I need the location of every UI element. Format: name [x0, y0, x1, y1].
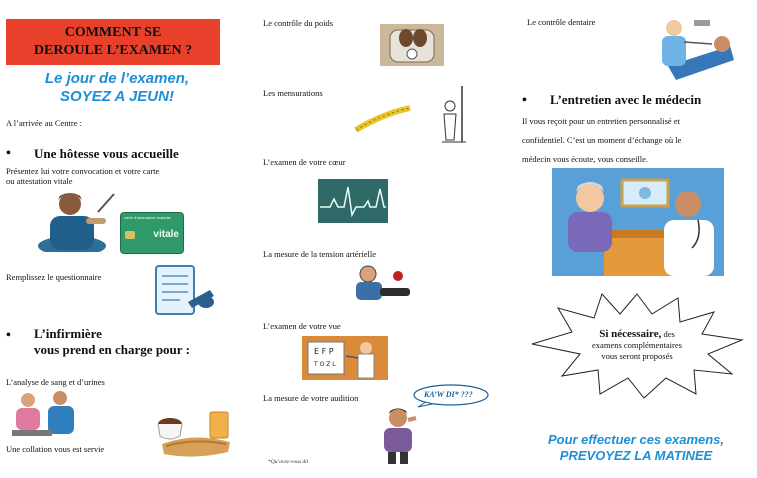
card-header: carte d’assurance maladie: [124, 215, 171, 220]
host-text-line-1: Présentez lui votre convocation et votre carte: [6, 166, 160, 176]
hostess-illustration: [36, 188, 118, 252]
footer-line-1: Pour effectuer ces examens,: [547, 432, 725, 447]
bullet-dot: •: [6, 146, 11, 161]
hearing-illustration: [376, 406, 420, 464]
questionnaire-text: Remplissez le questionnaire: [6, 272, 102, 282]
doctor-text: [522, 112, 681, 169]
starburst-line-1: [552, 329, 722, 340]
subtitle: [6, 70, 228, 106]
host-heading: Une hôtesse vous accueille: [34, 146, 179, 161]
bullet-dot: •: [522, 93, 527, 108]
dental-illustration: [648, 16, 738, 84]
svg-text:T O Z L: T O Z L: [314, 361, 336, 368]
subtitle-line-2: SOYEZ A JEUN!: [60, 88, 174, 105]
subtitle-line-1: Le jour de l’examen,: [44, 70, 190, 87]
ecg-illustration: [318, 179, 388, 223]
doctor-text-line-3: médecin vous écoute, vous conseille.: [522, 154, 649, 164]
footer-note: [516, 432, 756, 464]
speech-bubble-text: KA’W DI* ???: [424, 390, 473, 399]
starburst-line-2: examens complémentaires: [592, 340, 682, 350]
card-label: vitale: [153, 229, 179, 240]
footer-line-2: PREVOYEZ LA MATINEE: [559, 448, 713, 463]
scale-illustration: [380, 24, 444, 66]
doctor-text-line-1: Il vous reçoit pour un entretien personnalisé et: [522, 116, 680, 126]
nurse-patient-illustration: [10, 390, 82, 440]
vision-illustration: [302, 336, 388, 380]
title-box: [6, 19, 220, 65]
host-text: [6, 166, 159, 186]
starburst-bold: Si nécessaire,: [599, 328, 662, 340]
nurse-heading: [34, 326, 190, 358]
tension-illustration: [350, 262, 414, 304]
height-gauge-illustration: [436, 84, 470, 144]
weight-text: Le contrôle du poids: [263, 18, 334, 28]
svg-text:E F P: E F P: [314, 347, 334, 356]
starburst-rest: des: [661, 329, 675, 339]
doctor-heading: L’entretien avec le médecin: [550, 92, 702, 107]
arrival-text: A l’arrivée au Centre :: [6, 118, 82, 128]
footnote: *Qu’avez-vous dit: [268, 459, 309, 465]
tension-text: La mesure de la tension artérielle: [263, 249, 377, 259]
doctor-text-line-2: confidentiel. C’est un moment d’échange où le: [522, 135, 682, 145]
heart-text: L’examen de votre cœur: [263, 157, 346, 167]
snack-illustration: [150, 408, 240, 460]
questionnaire-illustration: [148, 262, 218, 322]
analysis-text: L’analyse de sang et d’urines: [6, 377, 105, 387]
tape-measure-illustration: [352, 104, 414, 136]
hearing-text: La mesure de votre audition: [263, 393, 359, 403]
title-line-2: DEROULE L’EXAMEN ?: [33, 43, 193, 58]
starburst-text: [552, 329, 722, 362]
measurements-text: Les mensurations: [263, 88, 323, 98]
vision-text: L’examen de votre vue: [263, 321, 341, 331]
snack-text: Une collation vous est servie: [6, 444, 105, 454]
consultation-illustration: [552, 168, 724, 276]
host-text-line-2: ou attestation vitale: [6, 176, 73, 186]
title-line-1: COMMENT SE: [64, 25, 162, 40]
nurse-heading-line-1: L’infirmière: [34, 326, 102, 341]
card-chip: [125, 231, 135, 239]
bullet-dot: •: [6, 328, 11, 343]
starburst-line-3: vous seront proposés: [601, 351, 673, 361]
vitale-card: [120, 212, 184, 254]
nurse-heading-line-2: vous prend en charge pour :: [34, 342, 190, 357]
dental-text: Le contrôle dentaire: [527, 17, 596, 27]
